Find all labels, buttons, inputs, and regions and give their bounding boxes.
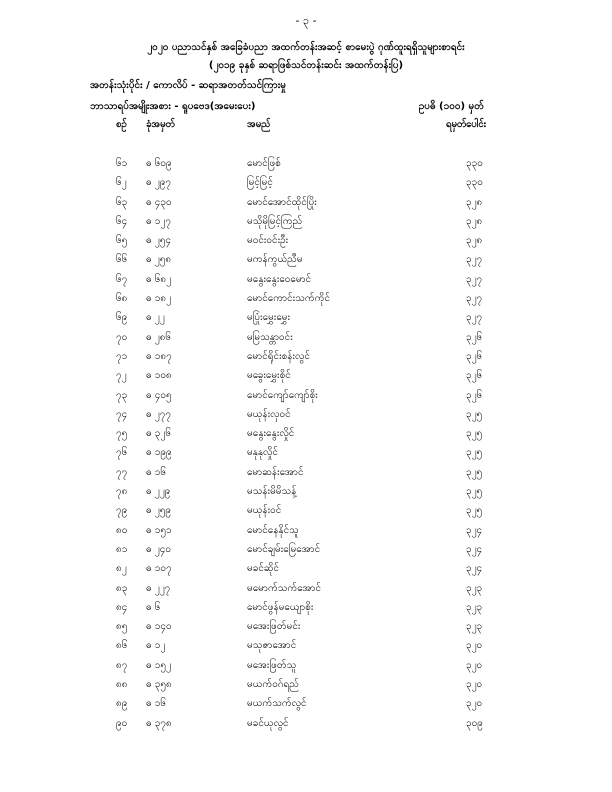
column-header-no: စဉ် (116, 119, 127, 130)
student-name: မမောက်သက်အောင် (247, 582, 322, 594)
column-header-score: ရမှတ်ပေါင်း (446, 119, 487, 130)
table-row (0, 696, 612, 715)
student-name: မောဆန်းအောင် (247, 466, 304, 478)
roll-number: ဓ ၁၅၂ (146, 659, 171, 671)
student-name: မောင်ကောင်းသက်ကိုင် (247, 293, 330, 305)
roll-number: ဓ ၂၂၇ (146, 582, 171, 594)
student-name: မမြသန္တာဝင်း (247, 331, 293, 343)
student-name: မနွေးနွေးဝေမောင် (247, 273, 312, 285)
total-score: ၃၂၅ (466, 466, 483, 478)
roll-number: ဓ ၂၂၉ (146, 486, 171, 498)
row-number: ၇၇ (116, 466, 128, 478)
row-number: ၇၆ (116, 447, 128, 459)
student-name: မောင်အောင်ထိုင်ပြိုး (247, 196, 317, 208)
roll-number: ဓ ၄၃၀ (146, 196, 172, 208)
roll-number: ဓ ၃၅၈ (146, 679, 172, 691)
student-name: မောင်ရိုင်းစန်းလွင် (247, 350, 310, 362)
category-right: ဥပဓိ (၁၀၀) မှတ် (418, 101, 484, 112)
row-number: ၈၉ (116, 698, 128, 710)
total-score: ၃၂၈ (466, 215, 483, 227)
student-name: မောင်ကျော်ကျော်စိုး (247, 389, 318, 401)
roll-number: ဓ ၁၅၁ (146, 524, 172, 536)
row-number: ၇၈ (116, 486, 128, 498)
student-name: မသုဇာအောင် (247, 640, 297, 652)
student-name: မသိုမိုမြင့်ကြည် (247, 215, 303, 227)
table-row (0, 368, 612, 387)
table-row (0, 716, 612, 735)
row-number: ၈၃ (116, 582, 128, 594)
total-score: ၃၂၇ (466, 273, 483, 285)
student-name: မသန်းမိမိသန့် (247, 486, 297, 498)
total-score: ၃၂၃ (466, 621, 483, 633)
row-number: ၇၂ (116, 370, 127, 382)
table-row (0, 233, 612, 252)
table-row (0, 156, 612, 175)
total-score: ၃၂၇ (466, 312, 483, 324)
total-score: ၃၂၀ (466, 679, 483, 691)
roll-number: ဓ ၂၅၄ (146, 235, 171, 247)
total-score: ၃၂၅ (466, 428, 483, 440)
roll-number: ဓ ၁၂၇ (146, 215, 171, 227)
roll-number: ဓ ၁၆ (146, 698, 167, 710)
document-title: ၂၀၂၀ ပညာသင်နှစ် အခြေခံပညာ အထက်တန်းအဆင့် စာမေးပွဲ ဂုဏ်ထူးရရှိသူများစာရင်း (147, 42, 465, 53)
table-row (0, 272, 612, 291)
row-number: ၇၃ (116, 389, 128, 401)
student-name: မခင်ဆိုင် (247, 563, 280, 575)
total-score: ၃၂၀ (466, 659, 483, 671)
roll-number: ဓ ၂၉၇ (146, 177, 171, 189)
roll-number: ဓ ၁၉၉ (146, 447, 172, 459)
table-row (0, 677, 612, 696)
total-score: ၃၂၆ (466, 350, 483, 362)
row-number: ၈၆ (116, 640, 128, 652)
total-score: ၃၂၄ (466, 563, 483, 575)
table-row (0, 388, 612, 407)
roll-number: ဓ ၃၇၈ (146, 717, 172, 729)
row-number: ၇၅ (116, 428, 128, 440)
roll-number: ဓ ၂၅၉ (146, 505, 171, 517)
row-number: ၈၅ (116, 621, 128, 633)
total-score: ၃၂၇ (466, 254, 483, 266)
table-row (0, 407, 612, 426)
table-row (0, 195, 612, 214)
table-row (0, 658, 612, 677)
row-number: ၆၈ (116, 293, 128, 305)
row-number: ၈၀ (116, 524, 128, 536)
total-score: ၃၂၈ (466, 235, 483, 247)
student-name: မပြုံးမွှေးမွှေး (247, 312, 290, 324)
table-row (0, 484, 612, 503)
results-table (0, 156, 612, 735)
row-number: ၈၄ (116, 601, 128, 613)
subject-line: အတန်းသုံးပိုင်း / ကောလိပ် - ဆရာအတတ်သင်ကြားမှု (90, 80, 286, 91)
column-header-name: အမည် (247, 119, 271, 130)
row-number: ၆၄ (116, 215, 128, 227)
row-number: ၇၄ (116, 408, 128, 420)
total-score: ၃၂၆ (466, 389, 483, 401)
table-row (0, 445, 612, 464)
roll-number: ဓ ၆၈၂ (146, 273, 172, 285)
total-score: ၃၂၆ (466, 370, 483, 382)
student-name: မအေးဖြတ်သူ (247, 659, 297, 671)
column-header-roll: ခုံအမှတ် (146, 119, 175, 130)
row-number: ၈၂ (116, 563, 127, 575)
page-number: - ၃ - (295, 14, 317, 27)
roll-number: ဓ ၁၀၇ (146, 563, 172, 575)
student-name: မခင်ယုလွင် (247, 717, 289, 729)
row-number: ၆၉ (116, 312, 128, 324)
student-name: မအေးဖြတ်မင်း (247, 621, 301, 633)
total-score: ၃၂၀ (466, 640, 483, 652)
document-subtitle: (၂၀၁၉ ခုနှစ် ဆရာဖြစ်သင်တန်းဆင်း အထက်တန်းပြ) (208, 60, 404, 71)
row-number: ၆၆ (116, 254, 128, 266)
table-row (0, 638, 612, 657)
student-name: မကန်ကွယ်ညီမ (247, 254, 303, 266)
table-row (0, 426, 612, 445)
student-name: မယုန်းလှဝင် (247, 408, 291, 420)
total-score: ၃၂၆ (466, 331, 483, 343)
student-name: မောင်နေနိုင်သူ (247, 524, 299, 536)
roll-number: ဓ ၄၀၅ (146, 389, 172, 401)
row-number: ၇၁ (116, 350, 128, 362)
row-number: ၆၅ (116, 235, 128, 247)
roll-number: ဓ ၁၈၂ (146, 293, 172, 305)
student-name: မယက်သက်လွင် (247, 698, 307, 710)
total-score: ၃၂၄ (466, 524, 483, 536)
table-row (0, 175, 612, 194)
row-number: ၉၀ (116, 717, 128, 729)
total-score: ၃၀၉ (466, 717, 483, 729)
roll-number: ဓ ၁၄၀ (146, 621, 172, 633)
roll-number: ဓ ၁၈၇ (146, 350, 172, 362)
student-name: မနုနုလှိုင် (247, 447, 278, 459)
roll-number: ဓ ၆၀၉ (146, 158, 172, 169)
table-row (0, 561, 612, 580)
table-row (0, 523, 612, 542)
student-name: မယက်ဝဂ်ရည် (247, 679, 299, 691)
student-name: မခွေးမွှေးစိုင် (247, 370, 291, 382)
row-number: ၆၇ (116, 273, 128, 285)
table-row (0, 619, 612, 638)
roll-number: ဓ ၆ (146, 601, 161, 613)
table-row (0, 581, 612, 600)
row-number: ၈၁ (116, 543, 128, 555)
table-row (0, 503, 612, 522)
row-number: ၇၉ (116, 505, 128, 517)
total-score: ၃၂၃ (466, 601, 483, 613)
row-number: ၈၈ (116, 679, 128, 691)
roll-number: ဓ ၁၆ (146, 466, 167, 478)
total-score: ၃၂၄ (466, 543, 483, 555)
total-score: ၃၂၅ (466, 408, 483, 420)
roll-number: ဓ ၂၅၈ (146, 254, 172, 266)
student-name: မောင်ချမ်းမြေအောင် (247, 543, 321, 555)
table-row (0, 310, 612, 329)
row-number: ၈၇ (116, 659, 128, 671)
table-row (0, 465, 612, 484)
total-score: ၃၂၃ (466, 582, 483, 594)
row-number: ၇၀ (116, 331, 128, 343)
table-row (0, 252, 612, 271)
table-row (0, 330, 612, 349)
row-number: ၆၁ (116, 158, 128, 169)
student-name: မယုန်းဝင် (247, 505, 282, 517)
category-line: ဘာသာရပ်အမျိုးအစား - ရူပဗေဒ(အမေးပေး) (90, 101, 256, 112)
roll-number: ဓ ၃၂၆ (146, 428, 171, 440)
student-name: မဝင်းဝင်းဦး (247, 235, 289, 247)
total-score: ၃၂၅ (466, 505, 483, 517)
total-score: ၃၂၇ (466, 293, 483, 305)
table-row (0, 214, 612, 233)
roll-number: ဓ ၂၇၇ (146, 408, 171, 420)
row-number: ၆၃ (116, 196, 128, 208)
student-name: မနွေးနွေးလှိုင် (247, 428, 295, 440)
student-name: မောင်ဖွန်မယျောစိုး (247, 601, 314, 613)
table-row (0, 600, 612, 619)
total-score: ၃၂၀ (466, 698, 483, 710)
total-score: ၃၂၅ (466, 486, 483, 498)
total-score: ၃၃၀ (466, 158, 483, 169)
roll-number: ဓ ၂၄၀ (146, 543, 171, 555)
student-name: မြင့်မြင့် (247, 177, 273, 189)
roll-number: ဓ ၁၀၈ (146, 370, 172, 382)
roll-number: ဓ ၂၂ (146, 312, 165, 324)
table-row (0, 542, 612, 561)
table-row (0, 349, 612, 368)
roll-number: ဓ ၁၂ (146, 640, 166, 652)
student-name: မောင်ဖြစ် (247, 158, 281, 169)
row-number: ၆၂ (116, 177, 127, 189)
total-score: ၃၂၈ (466, 196, 483, 208)
total-score: ၃၃၀ (466, 177, 483, 189)
total-score: ၃၂၅ (466, 447, 483, 459)
table-row (0, 291, 612, 310)
roll-number: ဓ ၂၈၆ (146, 331, 172, 343)
